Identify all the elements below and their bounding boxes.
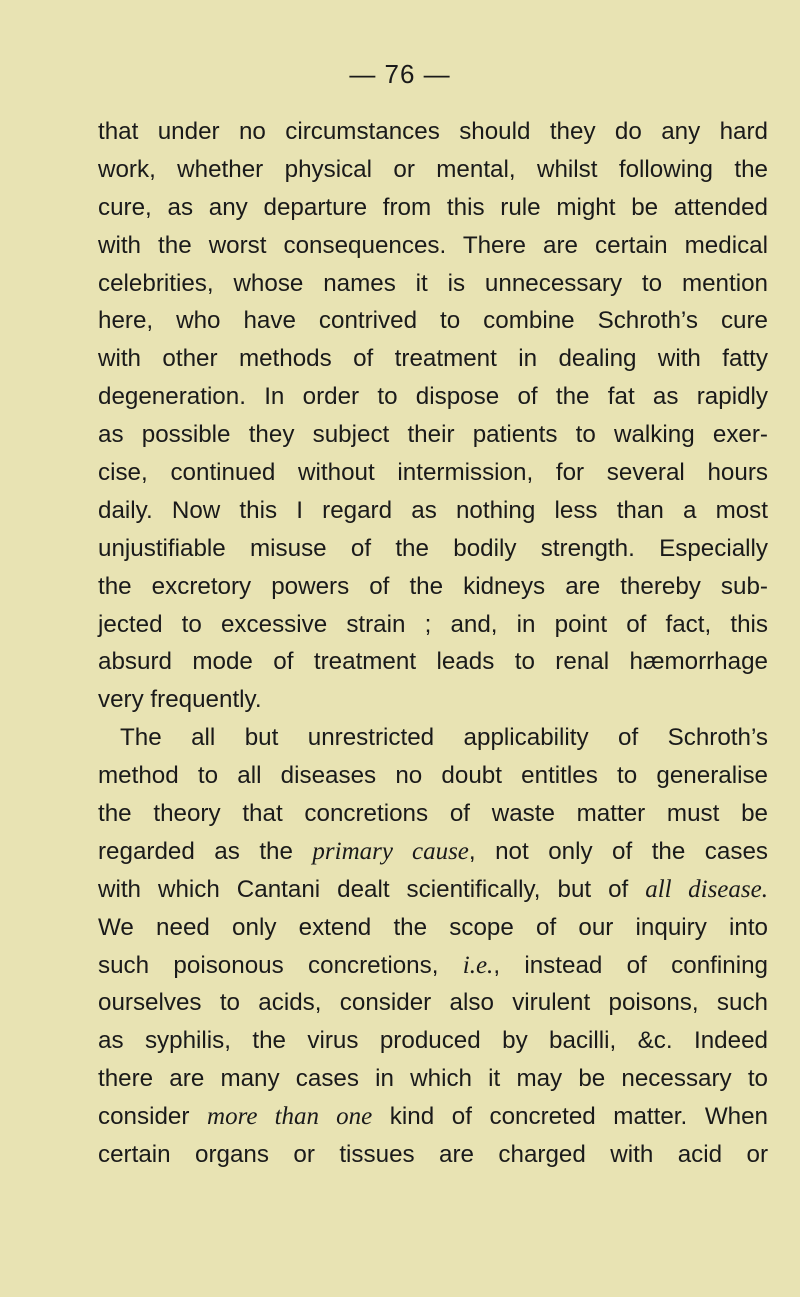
paragraph-start-line: The all but unrestricted applicability of Schroth’s	[120, 724, 768, 752]
text-line: that under no circumstances should they do any hard	[98, 118, 768, 145]
text-line: jected to excessive strain ; and, in point of fact, this	[98, 610, 768, 638]
text-line: We need only extend the scope of our inquiry into	[98, 913, 768, 941]
text-segment: such poisonous concretions,	[98, 951, 463, 979]
text-line: certain organs or tissues are charged with acid or	[98, 1141, 768, 1169]
text-line: ourselves to acids, consider also virulent poisons, such	[98, 989, 768, 1017]
text-line	[98, 1098, 768, 1136]
text-line: daily. Now this I regard as nothing less than a most	[98, 496, 768, 524]
text-line: method to all diseases no doubt entitles to generalise	[98, 762, 768, 790]
italic-emphasis: primary cause	[312, 837, 469, 865]
text-line: cure, as any departure from this rule might be attended	[98, 193, 768, 221]
text-segment: consider	[98, 1103, 208, 1131]
paragraph-end-line: very frequently.	[98, 686, 262, 714]
text-line: there are many cases in which it may be necessary to	[98, 1065, 768, 1093]
text-line: work, whether physical or mental, whilst following the	[98, 155, 768, 183]
text-line	[98, 947, 768, 985]
text-line: absurd mode of treatment leads to renal hæmorrhage	[98, 648, 768, 676]
text-segment: , instead of confining	[493, 951, 769, 979]
text-line	[98, 871, 768, 909]
page-number: — 76 —	[349, 59, 451, 89]
text-line: with other methods of treatment in dealing with fatty	[98, 345, 768, 373]
italic-emphasis: i.e.	[462, 951, 494, 979]
text-line: here, who have contrived to combine Schroth’s cure	[98, 307, 768, 335]
body-text	[98, 113, 768, 1174]
text-line: as possible they subject their patients to walking exer-	[98, 421, 768, 449]
text-line: degeneration. In order to dispose of the fat as rapidly	[98, 383, 768, 411]
text-line: with the worst consequences. There are certain medical	[98, 231, 768, 259]
text-line	[98, 833, 768, 871]
text-line: as syphilis, the virus produced by bacilli, &c. Indeed	[98, 1027, 768, 1055]
text-line: the theory that concretions of waste matter must be	[98, 800, 768, 828]
italic-emphasis: more than one	[207, 1103, 373, 1131]
text-segment: kind of concreted matter. When	[372, 1103, 769, 1131]
text-line: cise, continued without intermission, for several hours	[98, 459, 768, 487]
text-line: unjustifiable misuse of the bodily strength. Especially	[98, 534, 768, 562]
text-segment: , not only of the cases	[468, 837, 768, 865]
italic-emphasis: all disease.	[645, 875, 768, 903]
text-segment: with which Cantani dealt scientifically, but of	[98, 875, 646, 903]
text-line: the excretory powers of the kidneys are thereby sub-	[98, 572, 768, 600]
text-line: celebrities, whose names it is unnecessary to mention	[98, 269, 768, 297]
text-segment: regarded as the	[98, 837, 313, 865]
